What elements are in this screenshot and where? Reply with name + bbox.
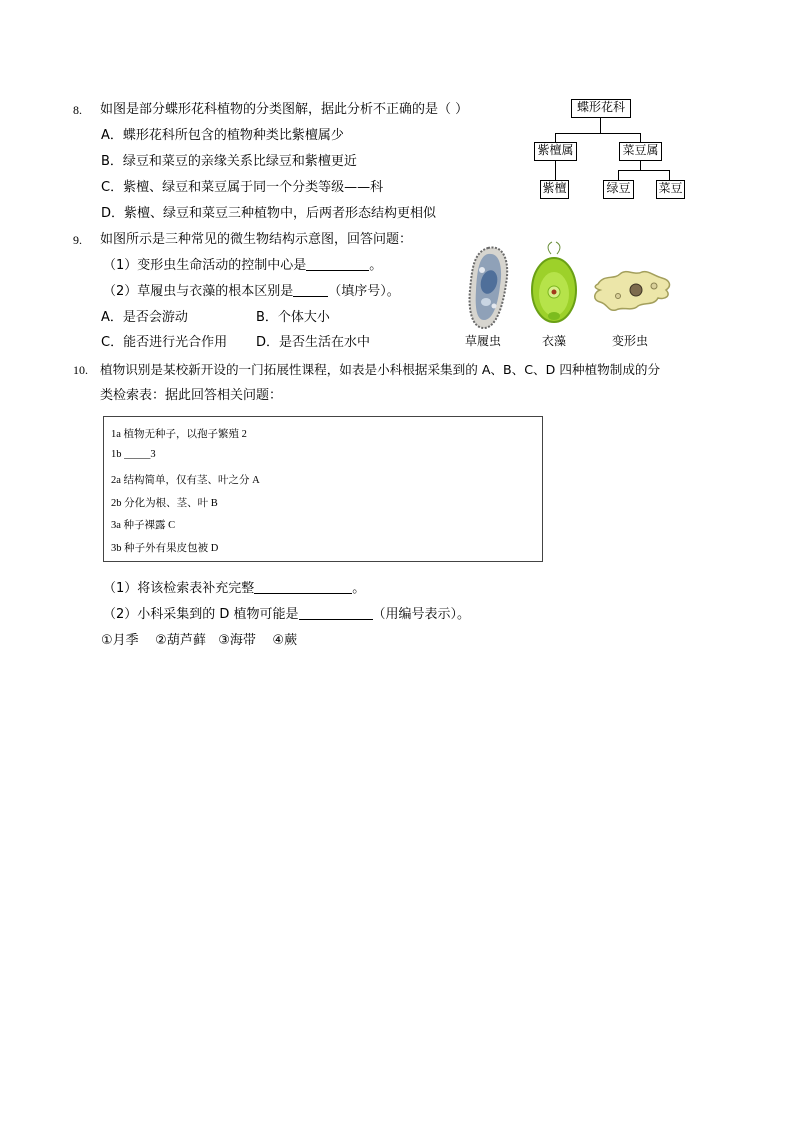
caption-paramecium: 草履虫 xyxy=(465,334,502,348)
tree-node-genus-pterocarpus: 紫檀属 xyxy=(534,142,577,161)
tree-node-family: 蝶形花科 xyxy=(571,99,631,118)
q8-number: 8. xyxy=(73,103,82,117)
q9-option-b: B．个体大小 xyxy=(256,310,330,325)
tree-connector xyxy=(555,161,556,180)
chlamydomonas-image xyxy=(532,242,576,322)
q9-number: 9. xyxy=(73,233,82,247)
q8-stem: 如图是部分蝶形花科植物的分类图解，据此分析不正确的是（ ） xyxy=(100,102,469,117)
tree-connector xyxy=(600,118,601,134)
q8-option-c: C．紫檀、绿豆和菜豆属于同一个分类等级——科 xyxy=(101,180,384,195)
q9-sub1-text: （1）变形虫生命活动的控制中心是 xyxy=(103,258,307,273)
key-row-1a: 1a 植物无种子，以孢子繁殖 2 xyxy=(111,429,247,440)
q10-choices: ①月季 ②葫芦藓 ③海带 ④蕨 xyxy=(101,633,298,648)
q9-sub2-end: （填序号）。 xyxy=(328,284,400,299)
q10-sub2-blank[interactable] xyxy=(299,607,373,620)
amoeba-image xyxy=(595,272,670,311)
q8-option-b: B．绿豆和菜豆的亲缘关系比绿豆和紫檀更近 xyxy=(101,154,357,169)
q10-sub1-text: （1）将该检索表补充完整 xyxy=(103,581,255,596)
dichotomous-key-table xyxy=(103,416,543,562)
q9-option-c: C．能否进行光合作用 xyxy=(101,335,228,350)
q10-stem-line1: 植物识别是某校新开设的一门拓展性课程，如表是小科根据采集到的 A、B、C、D 四种植物制成的分 xyxy=(100,362,661,377)
caption-amoeba: 变形虫 xyxy=(612,334,649,348)
q9-sub2-blank[interactable] xyxy=(293,284,328,297)
q10-sub2 xyxy=(103,607,470,623)
q9-option-d: D．是否生活在水中 xyxy=(256,335,371,350)
tree-node-genus-phaseolus: 菜豆属 xyxy=(619,142,662,161)
tree-node-species-kidneybean: 菜豆 xyxy=(656,180,685,199)
q10-stem-line2: 类检索表：据此回答相关问题： xyxy=(100,388,283,403)
caption-chlamydomonas: 衣藻 xyxy=(542,334,567,348)
q9-sub1-blank[interactable] xyxy=(306,258,369,271)
tree-connector xyxy=(669,170,670,180)
key-row-2b: 2b 分化为根、茎、叶 B xyxy=(111,498,218,509)
key-row-3a: 3a 种子裸露 C xyxy=(111,520,176,531)
tree-connector xyxy=(555,133,556,142)
tree-connector xyxy=(555,133,641,134)
q8-option-d: D．紫檀、绿豆和菜豆三种植物中，后两者形态结构更相似 xyxy=(101,206,437,221)
tree-connector xyxy=(618,170,619,180)
q10-sub2-text: （2）小科采集到的 D 植物可能是 xyxy=(103,607,299,622)
microbe-illustrations xyxy=(458,240,688,336)
q10-sub1-end: 。 xyxy=(352,581,366,596)
q10-sub1 xyxy=(103,581,365,597)
q9-sub2 xyxy=(103,284,400,300)
tree-node-species-pterocarpus: 紫檀 xyxy=(540,180,569,199)
q10-sub2-end: （用编号表示）。 xyxy=(372,607,471,622)
q9-option-a: A．是否会游动 xyxy=(101,310,188,325)
key-row-2a: 2a 结构简单，仅有茎、叶之分 A xyxy=(111,475,260,486)
q9-sub2-text: （2）草履虫与衣藻的根本区别是 xyxy=(103,284,294,299)
q9-sub1 xyxy=(103,258,382,274)
paramecium-image xyxy=(470,247,508,328)
key-row-3b: 3b 种子外有果皮包被 D xyxy=(111,543,219,554)
q8-option-a: A．蝶形花科所包含的植物种类比紫檀属少 xyxy=(101,128,344,143)
q10-number: 10. xyxy=(73,363,88,377)
key-row-1b: 1b _____3 xyxy=(111,449,156,460)
q9-sub1-end: 。 xyxy=(369,258,383,273)
q9-stem: 如图所示是三种常见的微生物结构示意图，回答问题： xyxy=(100,232,413,247)
q10-sub1-blank[interactable] xyxy=(254,581,352,594)
tree-connector xyxy=(640,133,641,142)
tree-node-species-mungbean: 绿豆 xyxy=(603,180,634,199)
tree-connector xyxy=(618,170,670,171)
